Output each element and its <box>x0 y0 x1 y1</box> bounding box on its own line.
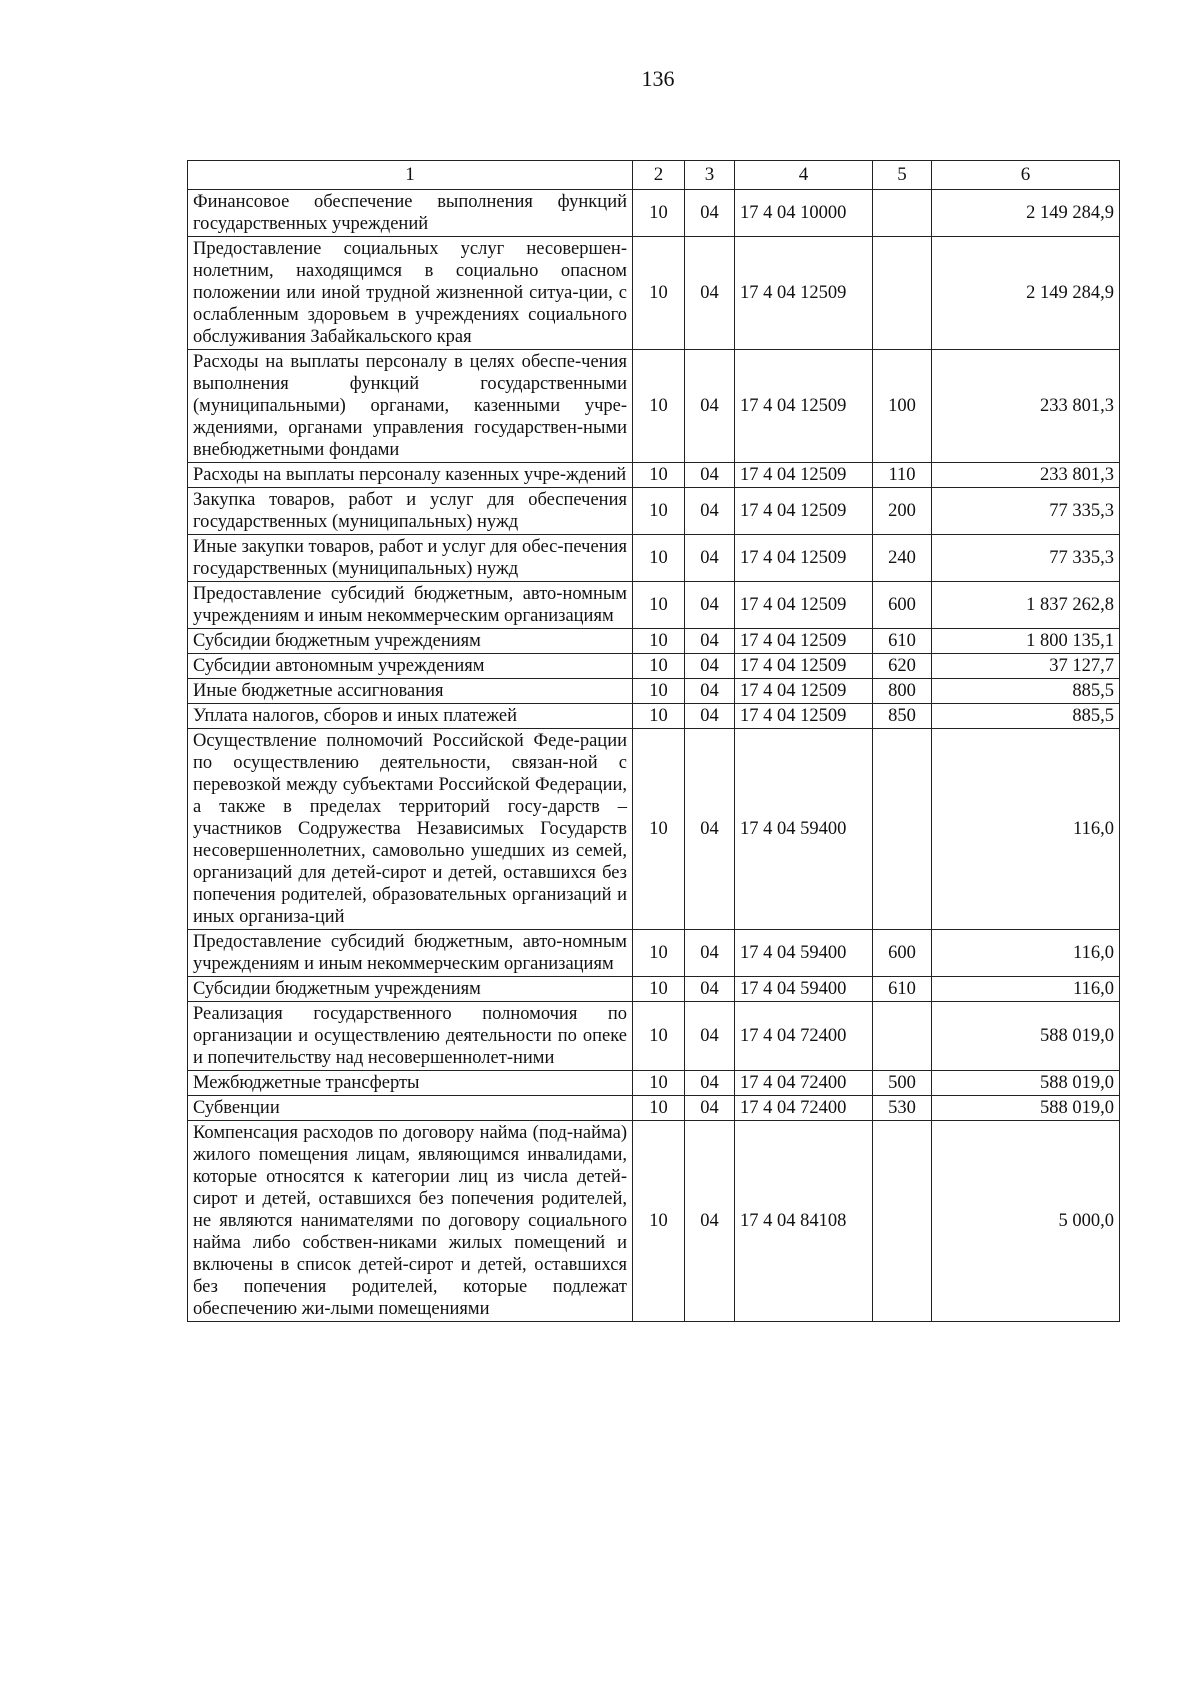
subsection-cell: 04 <box>685 1071 735 1096</box>
target-article-cell: 17 4 04 12509 <box>735 535 873 582</box>
row-name-cell: Уплата налогов, сборов и иных платежей <box>188 704 633 729</box>
row-name-cell: Расходы на выплаты персоналу в целях обеспе-чения выполнения функций государственными (муниципальными) органами, казенными учре-ждениями, органами управления государствен-ными внебюджетными фондами <box>188 350 633 463</box>
amount-cell: 116,0 <box>932 930 1120 977</box>
section-cell: 10 <box>633 679 685 704</box>
page-number: 136 <box>641 66 675 91</box>
expense-type-cell: 530 <box>873 1096 932 1121</box>
subsection-cell: 04 <box>685 463 735 488</box>
subsection-cell: 04 <box>685 1121 735 1322</box>
section-cell: 10 <box>633 704 685 729</box>
section-cell: 10 <box>633 582 685 629</box>
row-name-cell: Иные закупки товаров, работ и услуг для обес-печения государственных (муниципальных) нужд <box>188 535 633 582</box>
expense-type-cell: 100 <box>873 350 932 463</box>
section-cell: 10 <box>633 463 685 488</box>
amount-cell: 116,0 <box>932 729 1120 930</box>
subsection-cell: 04 <box>685 237 735 350</box>
expense-type-cell <box>873 1121 932 1322</box>
subsection-cell: 04 <box>685 729 735 930</box>
amount-cell: 233 801,3 <box>932 463 1120 488</box>
subsection-cell: 04 <box>685 350 735 463</box>
amount-cell: 588 019,0 <box>932 1071 1120 1096</box>
column-header-4: 4 <box>735 161 873 190</box>
expense-type-cell <box>873 729 932 930</box>
table-row <box>188 488 1120 535</box>
section-cell: 10 <box>633 535 685 582</box>
expense-type-cell: 200 <box>873 488 932 535</box>
section-cell: 10 <box>633 729 685 930</box>
expense-type-cell <box>873 1002 932 1071</box>
column-header-5: 5 <box>873 161 932 190</box>
row-name-cell: Иные бюджетные ассигнования <box>188 679 633 704</box>
section-cell: 10 <box>633 654 685 679</box>
expense-type-cell: 600 <box>873 582 932 629</box>
row-name-cell: Закупка товаров, работ и услуг для обеспечения государственных (муниципальных) нужд <box>188 488 633 535</box>
target-article-cell: 17 4 04 59400 <box>735 729 873 930</box>
section-cell: 10 <box>633 977 685 1002</box>
amount-cell: 588 019,0 <box>932 1002 1120 1071</box>
target-article-cell: 17 4 04 72400 <box>735 1002 873 1071</box>
subsection-cell: 04 <box>685 190 735 237</box>
section-cell: 10 <box>633 237 685 350</box>
target-article-cell: 17 4 04 84108 <box>735 1121 873 1322</box>
amount-cell: 2 149 284,9 <box>932 237 1120 350</box>
table-row <box>188 190 1120 237</box>
table-row <box>188 582 1120 629</box>
expense-type-cell: 110 <box>873 463 932 488</box>
row-name-cell: Межбюджетные трансферты <box>188 1071 633 1096</box>
table-row <box>188 1096 1120 1121</box>
budget-table <box>187 160 1120 1322</box>
column-header-6: 6 <box>932 161 1120 190</box>
subsection-cell: 04 <box>685 1096 735 1121</box>
expense-type-cell: 620 <box>873 654 932 679</box>
row-name-cell: Субсидии автономным учреждениям <box>188 654 633 679</box>
subsection-cell: 04 <box>685 1002 735 1071</box>
table-row <box>188 679 1120 704</box>
subsection-cell: 04 <box>685 704 735 729</box>
table-row <box>188 654 1120 679</box>
subsection-cell: 04 <box>685 654 735 679</box>
row-name-cell: Компенсация расходов по договору найма (под-найма) жилого помещения лицам, являющимся инвалидами, которые относятся к категории лиц из числа детей-сирот и детей, оставшихся без попечения родителей, не являются нанимателями по договору социального найма либо собствен-никами жилых помещений и включены в список детей-сирот и детей, оставшихся без попечения родителей, которые подлежат обеспечению жи-лыми помещениями <box>188 1121 633 1322</box>
row-name-cell: Предоставление субсидий бюджетным, авто-номным учреждениям и иным некоммерческим организациям <box>188 582 633 629</box>
table-row <box>188 237 1120 350</box>
expense-type-cell <box>873 190 932 237</box>
table-row <box>188 704 1120 729</box>
section-cell: 10 <box>633 488 685 535</box>
amount-cell: 116,0 <box>932 977 1120 1002</box>
row-name-cell: Осуществление полномочий Российской Феде-рации по осуществлению деятельности, связан-ной с перевозкой между субъектами Российской Федерации, а также в пределах территорий госу-дарств – участников Содружества Независимых Государств несовершеннолетних, самовольно ушедших из семей, организаций для детей-сирот и детей, оставшихся без попечения родителей, образовательных организаций и иных организа-ций <box>188 729 633 930</box>
row-name-cell: Субвенции <box>188 1096 633 1121</box>
target-article-cell: 17 4 04 72400 <box>735 1096 873 1121</box>
row-name-cell: Субсидии бюджетным учреждениям <box>188 629 633 654</box>
row-name-cell: Финансовое обеспечение выполнения функций государственных учреждений <box>188 190 633 237</box>
amount-cell: 1 800 135,1 <box>932 629 1120 654</box>
expense-type-cell <box>873 237 932 350</box>
table-row <box>188 930 1120 977</box>
target-article-cell: 17 4 04 12509 <box>735 654 873 679</box>
target-article-cell: 17 4 04 12509 <box>735 679 873 704</box>
section-cell: 10 <box>633 350 685 463</box>
table-row <box>188 463 1120 488</box>
table-row <box>188 629 1120 654</box>
target-article-cell: 17 4 04 12509 <box>735 237 873 350</box>
section-cell: 10 <box>633 1096 685 1121</box>
amount-cell: 77 335,3 <box>932 535 1120 582</box>
amount-cell: 2 149 284,9 <box>932 190 1120 237</box>
target-article-cell: 17 4 04 12509 <box>735 629 873 654</box>
expense-type-cell: 500 <box>873 1071 932 1096</box>
amount-cell: 588 019,0 <box>932 1096 1120 1121</box>
target-article-cell: 17 4 04 12509 <box>735 350 873 463</box>
section-cell: 10 <box>633 1121 685 1322</box>
section-cell: 10 <box>633 1002 685 1071</box>
section-cell: 10 <box>633 190 685 237</box>
amount-cell: 37 127,7 <box>932 654 1120 679</box>
column-header-3: 3 <box>685 161 735 190</box>
expense-type-cell: 600 <box>873 930 932 977</box>
row-name-cell: Предоставление субсидий бюджетным, авто-номным учреждениям и иным некоммерческим организациям <box>188 930 633 977</box>
table-row <box>188 977 1120 1002</box>
target-article-cell: 17 4 04 12509 <box>735 582 873 629</box>
row-name-cell: Расходы на выплаты персоналу казенных учре-ждений <box>188 463 633 488</box>
target-article-cell: 17 4 04 72400 <box>735 1071 873 1096</box>
table-row <box>188 350 1120 463</box>
subsection-cell: 04 <box>685 535 735 582</box>
target-article-cell: 17 4 04 10000 <box>735 190 873 237</box>
amount-cell: 885,5 <box>932 704 1120 729</box>
table-row <box>188 535 1120 582</box>
expense-type-cell: 800 <box>873 679 932 704</box>
table-row <box>188 729 1120 930</box>
amount-cell: 233 801,3 <box>932 350 1120 463</box>
subsection-cell: 04 <box>685 488 735 535</box>
column-header-2: 2 <box>633 161 685 190</box>
table-row <box>188 1121 1120 1322</box>
row-name-cell: Предоставление социальных услуг несовершен-нолетним, находящимся в социально опасном положении или иной трудной жизненной ситуа-ции, с ослабленным здоровьем в учреждениях социального обслуживания Забайкальского края <box>188 237 633 350</box>
table-row <box>188 1002 1120 1071</box>
expense-type-cell: 240 <box>873 535 932 582</box>
amount-cell: 5 000,0 <box>932 1121 1120 1322</box>
expense-type-cell: 610 <box>873 977 932 1002</box>
amount-cell: 77 335,3 <box>932 488 1120 535</box>
section-cell: 10 <box>633 930 685 977</box>
subsection-cell: 04 <box>685 977 735 1002</box>
expense-type-cell: 610 <box>873 629 932 654</box>
subsection-cell: 04 <box>685 930 735 977</box>
amount-cell: 1 837 262,8 <box>932 582 1120 629</box>
column-header-1: 1 <box>188 161 633 190</box>
target-article-cell: 17 4 04 12509 <box>735 463 873 488</box>
amount-cell: 885,5 <box>932 679 1120 704</box>
table-row <box>188 1071 1120 1096</box>
header-row <box>188 161 1120 190</box>
target-article-cell: 17 4 04 12509 <box>735 704 873 729</box>
expense-type-cell: 850 <box>873 704 932 729</box>
row-name-cell: Реализация государственного полномочия по организации и осуществлению деятельности по опеке и попечительству над несовершеннолет-ними <box>188 1002 633 1071</box>
target-article-cell: 17 4 04 12509 <box>735 488 873 535</box>
subsection-cell: 04 <box>685 679 735 704</box>
subsection-cell: 04 <box>685 582 735 629</box>
section-cell: 10 <box>633 629 685 654</box>
subsection-cell: 04 <box>685 629 735 654</box>
target-article-cell: 17 4 04 59400 <box>735 977 873 1002</box>
section-cell: 10 <box>633 1071 685 1096</box>
row-name-cell: Субсидии бюджетным учреждениям <box>188 977 633 1002</box>
target-article-cell: 17 4 04 59400 <box>735 930 873 977</box>
